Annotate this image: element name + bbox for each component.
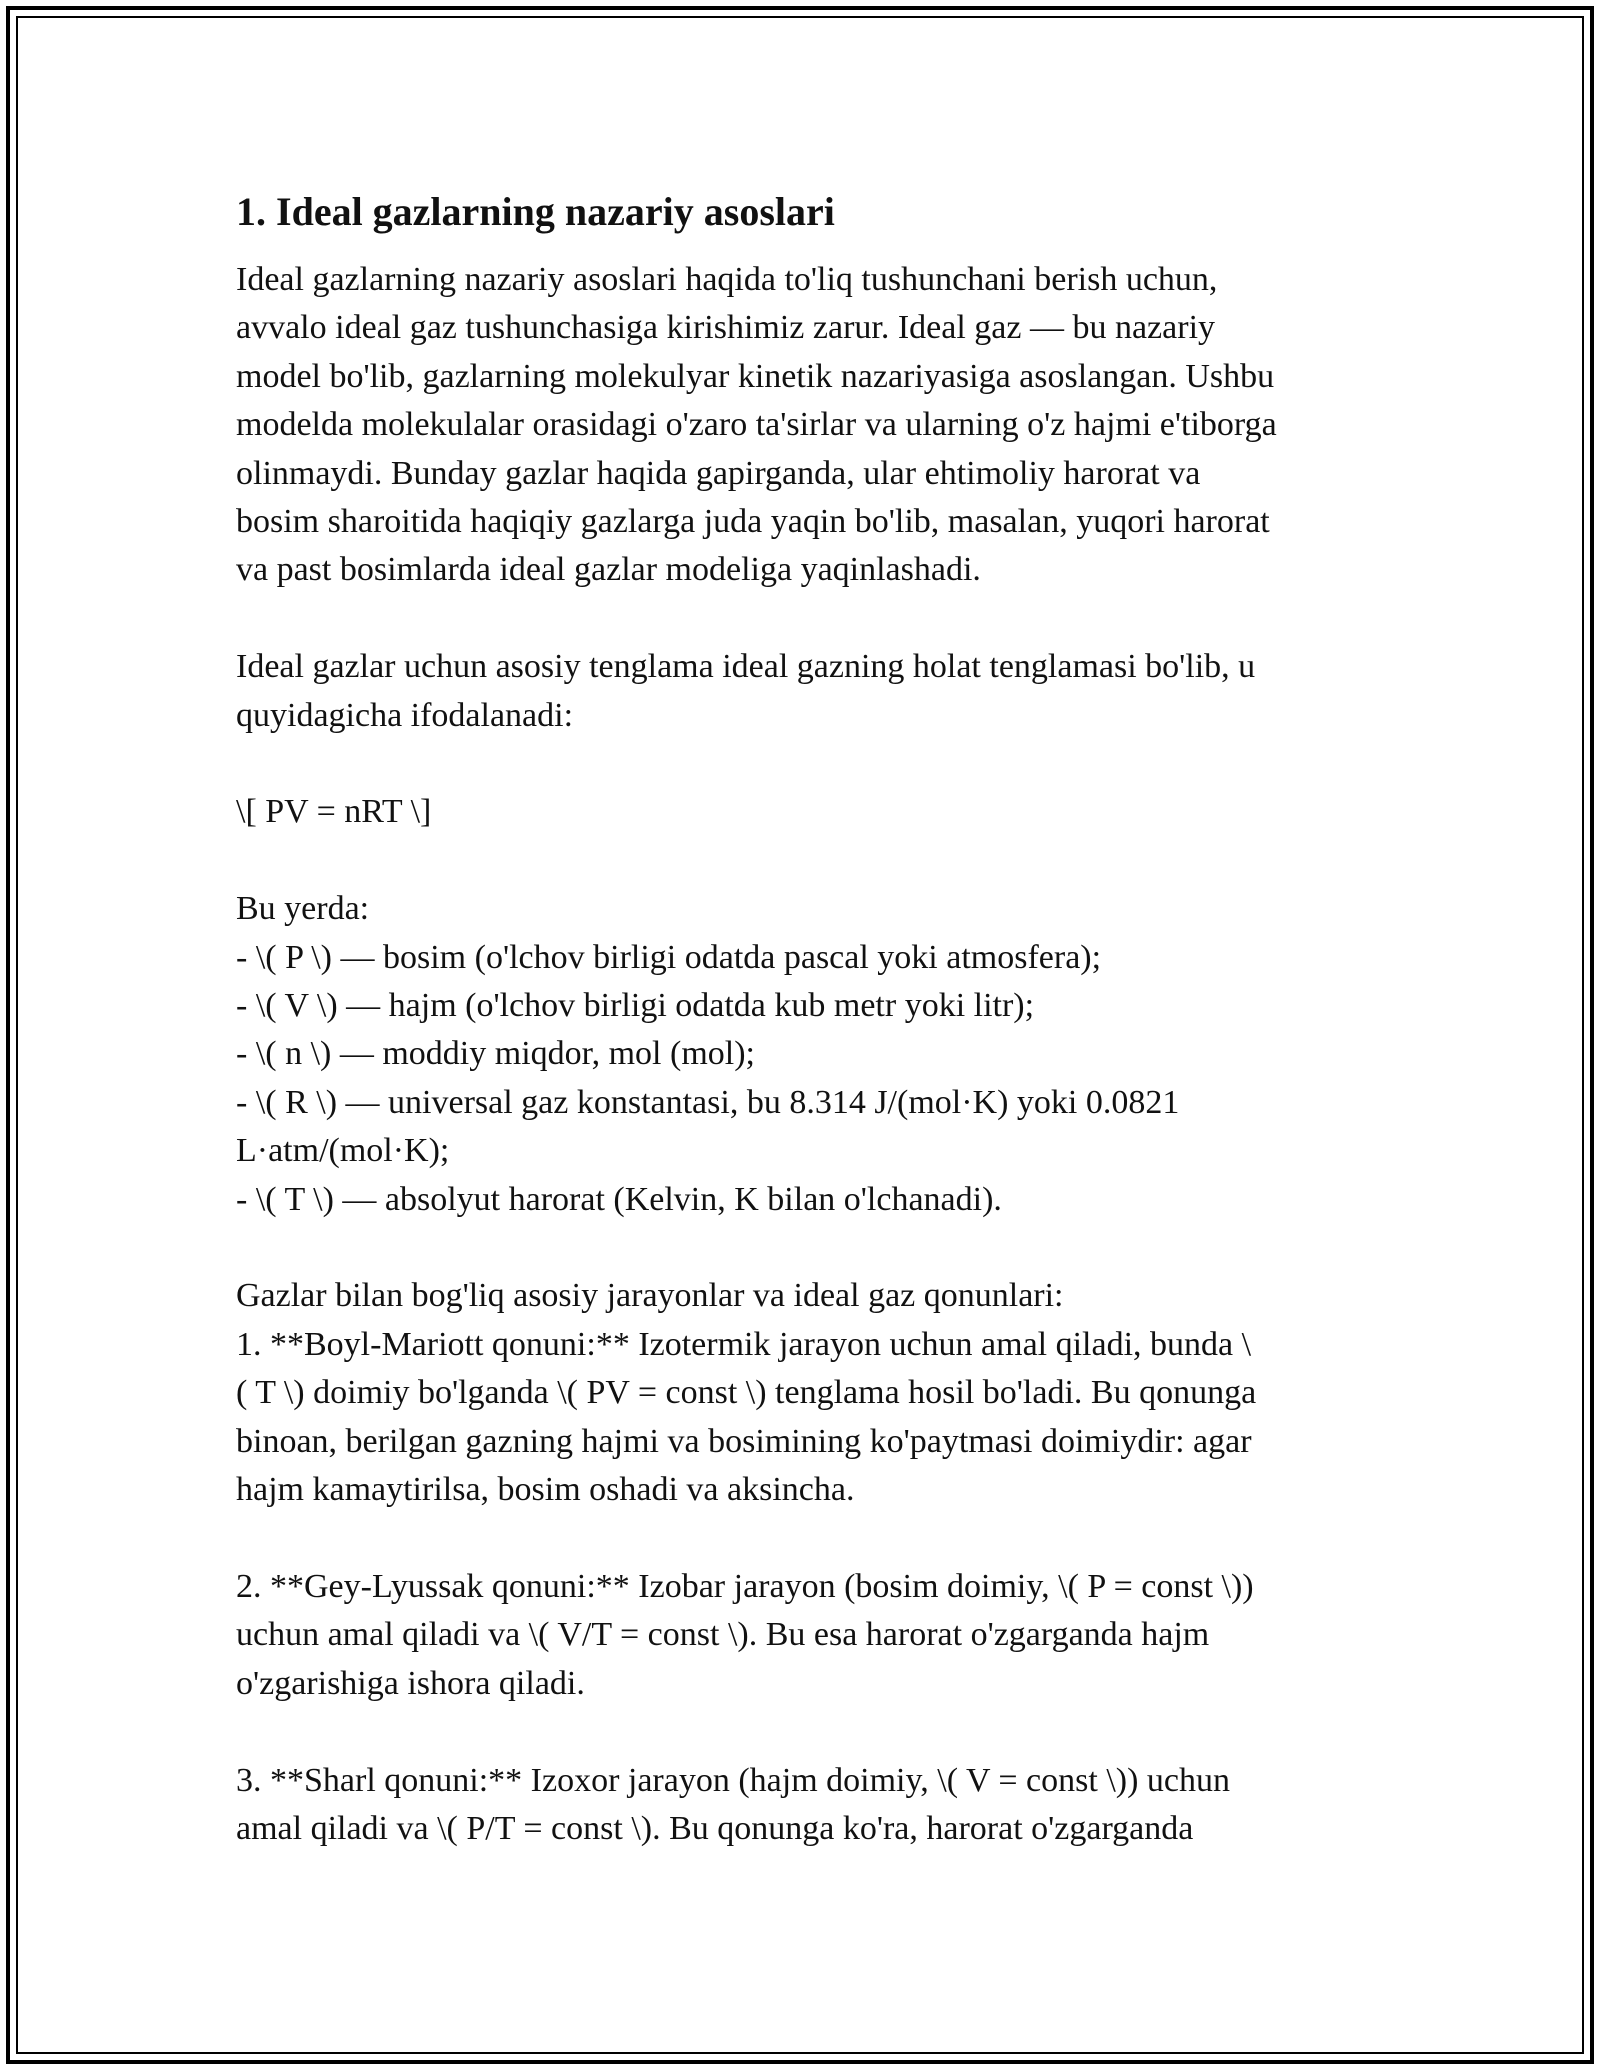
text-line: quyidagicha ifodalanadi: <box>236 696 574 734</box>
text-line: - \( V \) — hajm (o'lchov birligi odatda kub metr yoki litr); <box>236 987 1035 1025</box>
paragraph <box>236 643 1386 740</box>
text-line: uchun amal qiladi va \( V/T = const \). Bu esa harorat o'zgarganda hajm <box>236 1616 1210 1654</box>
text-line: 2. **Gey-Lyussak qonuni:** Izobar jarayon (bosim doimiy, \( P = const \)) <box>236 1567 1254 1605</box>
paragraph <box>236 885 1386 1224</box>
text-line: \[ PV = nRT \] <box>236 793 432 831</box>
text-line: 3. **Sharl qonuni:** Izoxor jarayon (hajm doimiy, \( V = const \)) uchun <box>236 1761 1231 1799</box>
text-line: olinmaydi. Bunday gazlar haqida gapirganda, ular ehtimoliy harorat va <box>236 454 1201 492</box>
text-line: Ideal gazlar uchun asosiy tenglama ideal gazning holat tenglamasi bo'lib, u <box>236 648 1256 686</box>
section-heading: 1. Ideal gazlarning nazariy asoslari <box>236 189 835 234</box>
text-line: model bo'lib, gazlarning molekulyar kinetik nazariyasiga asoslangan. Ushbu <box>236 357 1275 395</box>
text-line: modelda molekulalar orasidagi o'zaro ta'sirlar va ularning o'z hajmi e'tiborga <box>236 406 1277 444</box>
text-line: - \( T \) — absolyut harorat (Kelvin, K bilan o'lchanadi). <box>236 1180 1002 1218</box>
text-line: Ideal gazlarning nazariy asoslari haqida to'liq tushunchani berish uchun, <box>236 261 1218 298</box>
text-line: 1. **Boyl-Mariott qonuni:** Izotermik jarayon uchun amal qiladi, bunda \ <box>236 1325 1252 1363</box>
text-line: amal qiladi va \( P/T = const \). Bu qonunga ko'ra, harorat o'zgarganda <box>236 1809 1194 1847</box>
text-line: ( T \) doimiy bo'lganda \( PV = const \) tenglama hosil bo'ladi. Bu qonunga <box>236 1374 1257 1412</box>
text-line: - \( P \) — bosim (o'lchov birligi odatda pascal yoki atmosfera); <box>236 938 1102 976</box>
text-line: L·atm/(mol·K); <box>236 1132 450 1170</box>
paragraph <box>236 788 1386 836</box>
paragraph <box>236 1757 1386 1854</box>
paragraph <box>236 1563 1386 1708</box>
document-body <box>236 186 1386 1902</box>
text-line: - \( R \) — universal gaz konstantasi, bu 8.314 J/(mol·K) yoki 0.0821 <box>236 1083 1180 1121</box>
text-line: hajm kamaytirilsa, bosim oshadi va aksincha. <box>236 1471 855 1509</box>
text-line: avvalo ideal gaz tushunchasiga kirishimiz zarur. Ideal gaz — bu nazariy <box>236 309 1216 347</box>
text-line: bosim sharoitida haqiqiy gazlarga juda yaqin bo'lib, masalan, yuqori harorat <box>236 503 1270 541</box>
text-line: va past bosimlarda ideal gazlar modeliga yaqinlashadi. <box>236 551 981 589</box>
text-line: Gazlar bilan bog'liq asosiy jarayonlar va ideal gaz qonunlari: <box>236 1277 1064 1315</box>
paragraphs-container <box>236 256 1386 1853</box>
text-line: binoan, berilgan gazning hajmi va bosimining ko'paytmasi doimiydir: agar <box>236 1422 1252 1460</box>
text-line: - \( n \) — moddiy miqdor, mol (mol); <box>236 1035 755 1073</box>
text-line: o'zgarishiga ishora qiladi. <box>236 1664 585 1702</box>
paragraph <box>236 256 1386 595</box>
paragraph <box>236 1272 1386 1514</box>
text-line: Bu yerda: <box>236 890 370 928</box>
